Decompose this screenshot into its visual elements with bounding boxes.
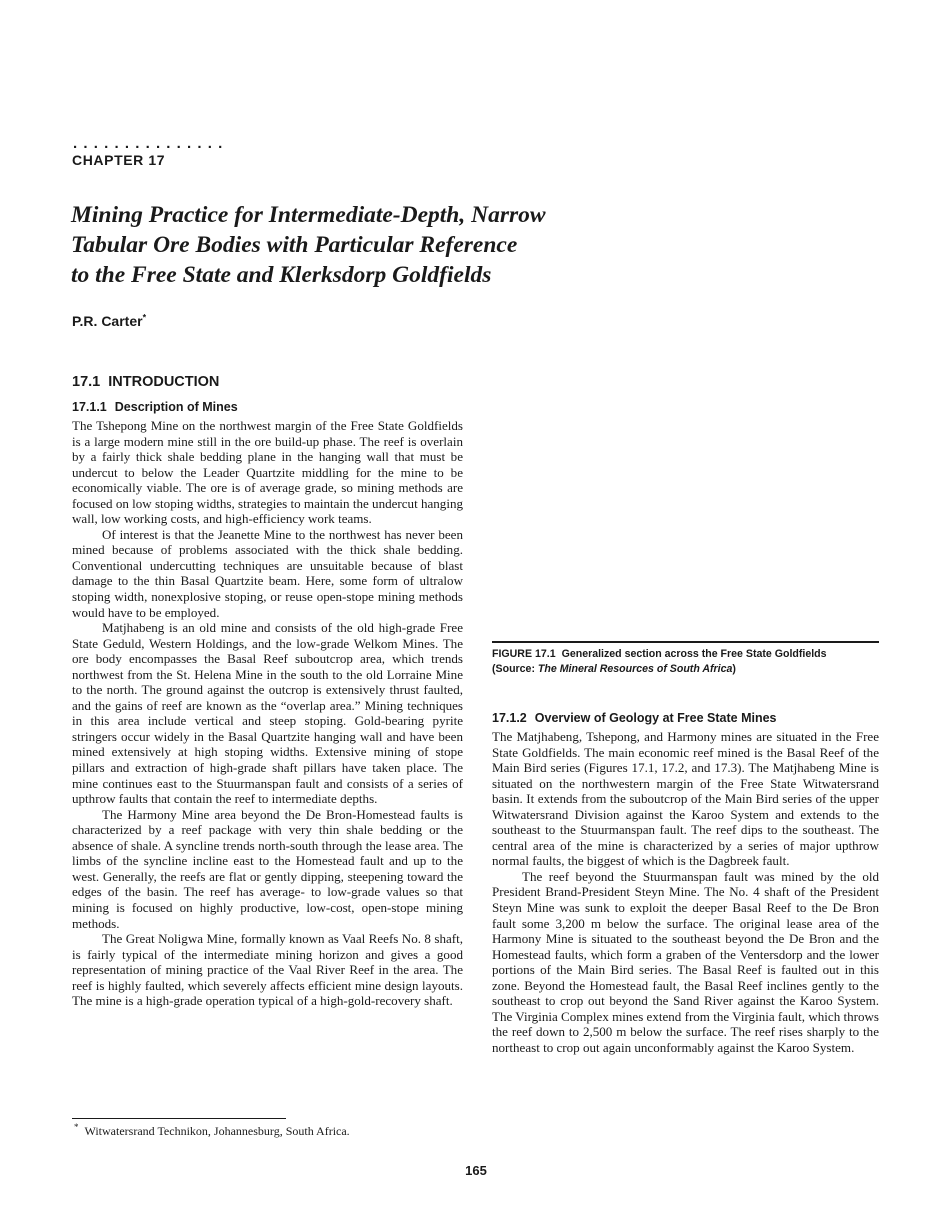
figure-number: FIGURE 17.1 — [492, 648, 556, 660]
title-line: Mining Practice for Intermediate-Depth, Narrow — [71, 202, 546, 228]
subsection-number: 17.1.1 — [72, 400, 107, 414]
figure-source: (Source: The Mineral Resources of South Africa) — [492, 663, 736, 675]
subsection-title: Overview of Geology at Free State Mines — [534, 711, 777, 725]
right-column — [492, 710, 879, 1055]
section-number: 17.1 — [72, 374, 101, 390]
paragraph: The Harmony Mine area beyond the De Bron-Homestead faults is characterized by a reef package with very thin shale bedding or the absence of shale. A syncline trends north-south through the lease area. The limbs of the syncline incline east to the Homestead fault and up to the west. Generally, the reefs are flat or gently dipping, steepening toward the edges of the basin. The reef has average- to low-grade values so that mining is focused on highly productive, low-cost, open-stope mining methods. — [72, 806, 463, 931]
page-number: 165 — [465, 1163, 487, 1178]
chapter-label: CHAPTER 17 — [72, 152, 166, 168]
author-name: P.R. Carter — [72, 313, 143, 329]
title-line: to the Free State and Klerksdorp Goldfields — [71, 262, 492, 288]
title-line: Tabular Ore Bodies with Particular Reference — [71, 232, 518, 258]
figure-source-title: The Mineral Resources of South Africa — [537, 663, 733, 675]
subsection-heading-17-1-2 — [492, 710, 879, 726]
figure-caption-text: Generalized section across the Free State Goldfields — [561, 648, 827, 660]
paragraph: Matjhabeng is an old mine and consists of the old high-grade Free State Geduld, Western Holdings, and the low-grade Welkom Mines. The ore body encompasses the Basal Reef suboutcrop area, which trends northwest from the St. Helena Mine in the south to the old Lorraine Mine to the north. The ground against the outcrop is extensively thrust faulted, and the gains of reef are known as the “overlap area.” Mining techniques in this area include vertical and steep stoping. Gold-bearing pyrite stringers occur widely in the Basal Quartzite hanging wall and have been mined extensively at high stoping widths. Extensive mining of stope pillars and extraction of high-grade shaft pillars have taken place. The mine continues east to the Stuurmanspan fault and consists of a series of upthrow faults that contain the reef to intermediate depths. — [72, 620, 463, 807]
paragraph: The reef beyond the Stuurmanspan fault was mined by the old President Brand-President Steyn Mine. The No. 4 shaft of the President Steyn Mine was sunk to exploit the deeper Basal Reef to the De Bron fault some 3,200 m below the surface. The original lease area of the Harmony Mine is situated to the southeast beyond the De Bron and the Homestead faults, which form a graben of the Ventersdorp and the lower portions of the Main Bird series. The Basal Reef is faulted out in this zone. Beyond the Homestead fault, the Basal Reef inclines gently to the southeast to crop out beyond the Sand River against the Karoo System. The Virginia Complex mines extend from the Virginia fault, which throws the reef down to 2,500 m below the surface. The reef rises sharply to the northeast to crop out again unconformably against the Karoo System. — [492, 868, 879, 1055]
figure-rule — [492, 641, 879, 643]
footnote-rule — [72, 1118, 286, 1119]
subsection-title: Description of Mines — [114, 400, 238, 414]
author-footnote-mark: * — [142, 312, 147, 323]
chapter-dots: ............... — [73, 135, 229, 152]
footnote-text: Witwatersrand Technikon, Johannesburg, South Africa. — [84, 1124, 350, 1138]
paragraph: The Tshepong Mine on the northwest margin of the Free State Goldfields is a large modern mine still in the ore build-up phase. The reef is overlain by a fairly thick shale bedding plane in the hanging wall that must be undercut to below the Leader Quartzite middling for the mine to be economically viable. The ore is of average grade, so mining methods are focused on low stoping widths, strategies to maintain the undercut hanging wall, low working costs, and high-efficiency work teams. — [72, 418, 463, 527]
footnote — [74, 1124, 350, 1139]
section-title: INTRODUCTION — [108, 374, 220, 390]
chapter-title — [71, 200, 631, 290]
subsection-number: 17.1.2 — [492, 711, 527, 725]
figure-caption — [492, 647, 882, 677]
footnote-mark: * — [74, 1122, 79, 1132]
left-column — [72, 373, 463, 1009]
section-heading-17-1 — [72, 373, 463, 391]
paragraph: The Great Noligwa Mine, formally known as Vaal Reefs No. 8 shaft, is fairly typical of the intermediate mining horizon and gives a good representation of mining practice of the Vaal River Reef in the area. The reef is highly faulted, which severely affects efficient mine design layouts. The mine is a high-grade operation typical of a high-gold-recovery shaft. — [72, 931, 463, 1009]
subsection-heading-17-1-1 — [72, 399, 463, 415]
paragraph: The Matjhabeng, Tshepong, and Harmony mines are situated in the Free State Goldfields. The main economic reef mined is the Basal Reef of the Main Bird series (Figures 17.1, 17.2, and 17.3). The Matjhabeng Mine is situated on the northwestern margin of the Free State Witwatersrand basin. It extends from the suboutcrop of the Main Bird series of the upper Witwatersrand Division against the Karoo System and extends to the southeast to the Stuurmanspan fault. The reef dips to the southeast. The central area of the mine is characterized by a series of major upthrow normal faults, the biggest of which is the Dagbreek fault. — [492, 729, 879, 869]
figure-caption-line — [492, 647, 882, 662]
author — [72, 313, 146, 329]
paragraph: Of interest is that the Jeanette Mine to the northwest has never been mined because of problems associated with the thick shale bedding. Conventional undercutting techniques are unsuitable because of blast damage to the thin Basal Quartzite beam. Here, some form of ultralow stoping width, nonexplosive stoping, or reuse open-stope mining methods would have to be employed. — [72, 526, 463, 620]
